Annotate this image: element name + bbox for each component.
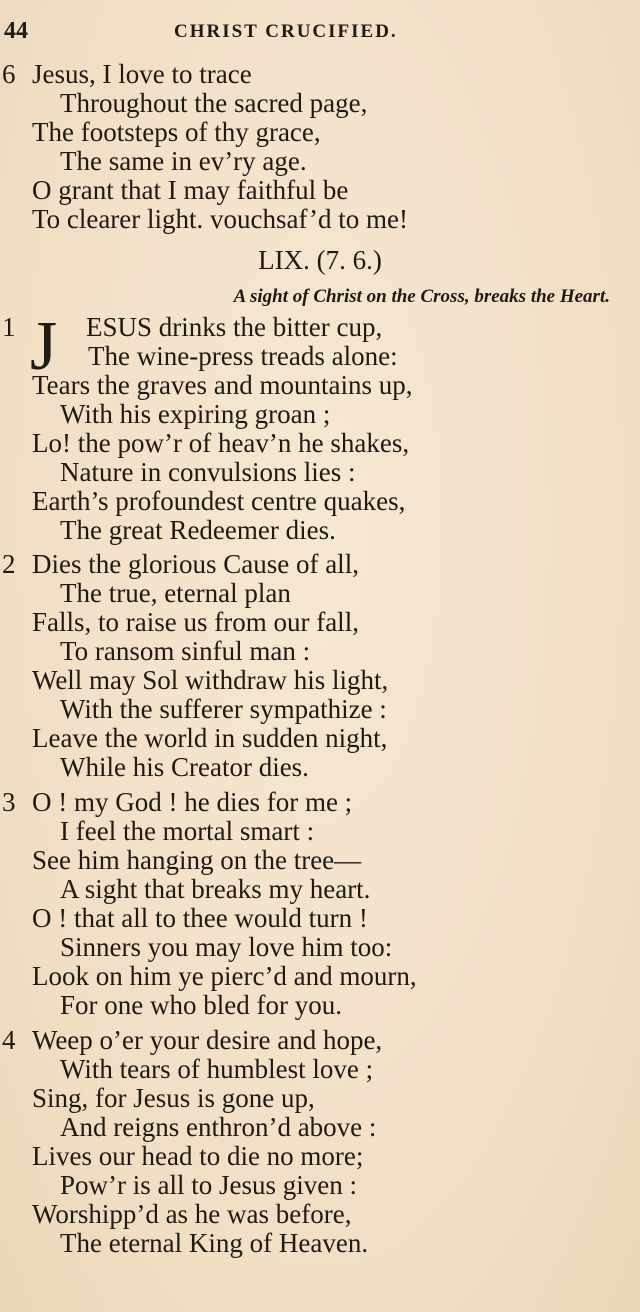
running-title: CHRIST CRUCIFIED. bbox=[174, 21, 398, 42]
verse-line: With his expiring groan ; bbox=[60, 399, 331, 429]
verse-line: Well may Sol withdraw his light, bbox=[32, 665, 389, 695]
verse-line: For one who bled for you. bbox=[60, 990, 342, 1020]
previous-hymn-verse-6 bbox=[0, 60, 640, 234]
hymn-verse-2 bbox=[0, 550, 640, 782]
verse-line: The true, eternal plan bbox=[60, 578, 291, 608]
drop-cap: J bbox=[30, 308, 58, 385]
verse-line: Lives our head to die no more; bbox=[32, 1141, 364, 1171]
verse-line: Look on him ye pierc’d and mourn, bbox=[32, 961, 417, 991]
verse-line: The great Redeemer dies. bbox=[60, 515, 336, 545]
verse-line: The wine-press treads alone: bbox=[88, 341, 398, 371]
verse-number: 3 bbox=[2, 787, 16, 817]
verse-line: Lo! the pow’r of heav’n he shakes, bbox=[32, 428, 410, 458]
verse-line: See him hanging on the tree— bbox=[32, 845, 362, 875]
verse-number: 2 bbox=[2, 549, 16, 579]
verse-line: 6 Jesus, I love to trace bbox=[2, 59, 252, 89]
verse-line: 1 ESUS drinks the bitter cup, bbox=[2, 312, 383, 342]
verse-line: And reigns enthron’d above : bbox=[60, 1112, 377, 1142]
verse-line: 2 Dies the glorious Cause of all, bbox=[2, 549, 359, 579]
verse-line: 4 Weep o’er your desire and hope, bbox=[2, 1025, 383, 1055]
verse-line: With tears of humblest love ; bbox=[60, 1054, 374, 1084]
page-header bbox=[4, 18, 464, 48]
verse-line: To clearer light. vouchsaf’d to me! bbox=[32, 204, 408, 234]
verse-number: 6 bbox=[2, 59, 16, 89]
hymn-number: LIX. (7. 6.) bbox=[258, 245, 382, 275]
verse-line: A sight that breaks my heart. bbox=[60, 874, 371, 904]
verse-line: The same in ev’ry age. bbox=[60, 146, 307, 176]
hymn-verse-3 bbox=[0, 788, 640, 1020]
verse-line: The eternal King of Heaven. bbox=[60, 1228, 369, 1258]
verse-number: 4 bbox=[2, 1025, 16, 1055]
verse-line: Pow’r is all to Jesus given : bbox=[60, 1170, 357, 1200]
verse-line: Earth’s profoundest centre quakes, bbox=[32, 486, 406, 516]
verse-line: O ! that all to thee would turn ! bbox=[32, 903, 368, 933]
verse-line: With the sufferer sympathize : bbox=[60, 694, 387, 724]
verse-line: Throughout the sacred page, bbox=[60, 88, 368, 118]
verse-line: Leave the world in sudden night, bbox=[32, 723, 388, 753]
hymn-title: A sight of Christ on the Cross, breaks the Heart. bbox=[233, 286, 610, 307]
verse-line: Tears the graves and mountains up, bbox=[32, 370, 413, 400]
verse-line: Worshipp’d as he was before, bbox=[32, 1199, 352, 1229]
verse-number: 1 bbox=[2, 312, 16, 342]
verse-line: I feel the mortal smart : bbox=[60, 816, 315, 846]
page-number: 44 bbox=[4, 18, 28, 44]
verse-line: Nature in convulsions lies : bbox=[60, 457, 356, 487]
verse-line: O grant that I may faithful be bbox=[32, 175, 349, 205]
hymn-verse-4 bbox=[0, 1026, 640, 1258]
verse-line: While his Creator dies. bbox=[60, 752, 309, 782]
verse-line: The footsteps of thy grace, bbox=[32, 117, 321, 147]
verse-line: Sinners you may love him too: bbox=[60, 932, 393, 962]
verse-line: Falls, to raise us from our fall, bbox=[32, 607, 359, 637]
verse-line: 3 O ! my God ! he dies for me ; bbox=[2, 787, 353, 817]
hymn-verse-1 bbox=[0, 308, 640, 545]
verse-line: To ransom sinful man : bbox=[60, 636, 311, 666]
verse-line: Sing, for Jesus is gone up, bbox=[32, 1083, 315, 1113]
